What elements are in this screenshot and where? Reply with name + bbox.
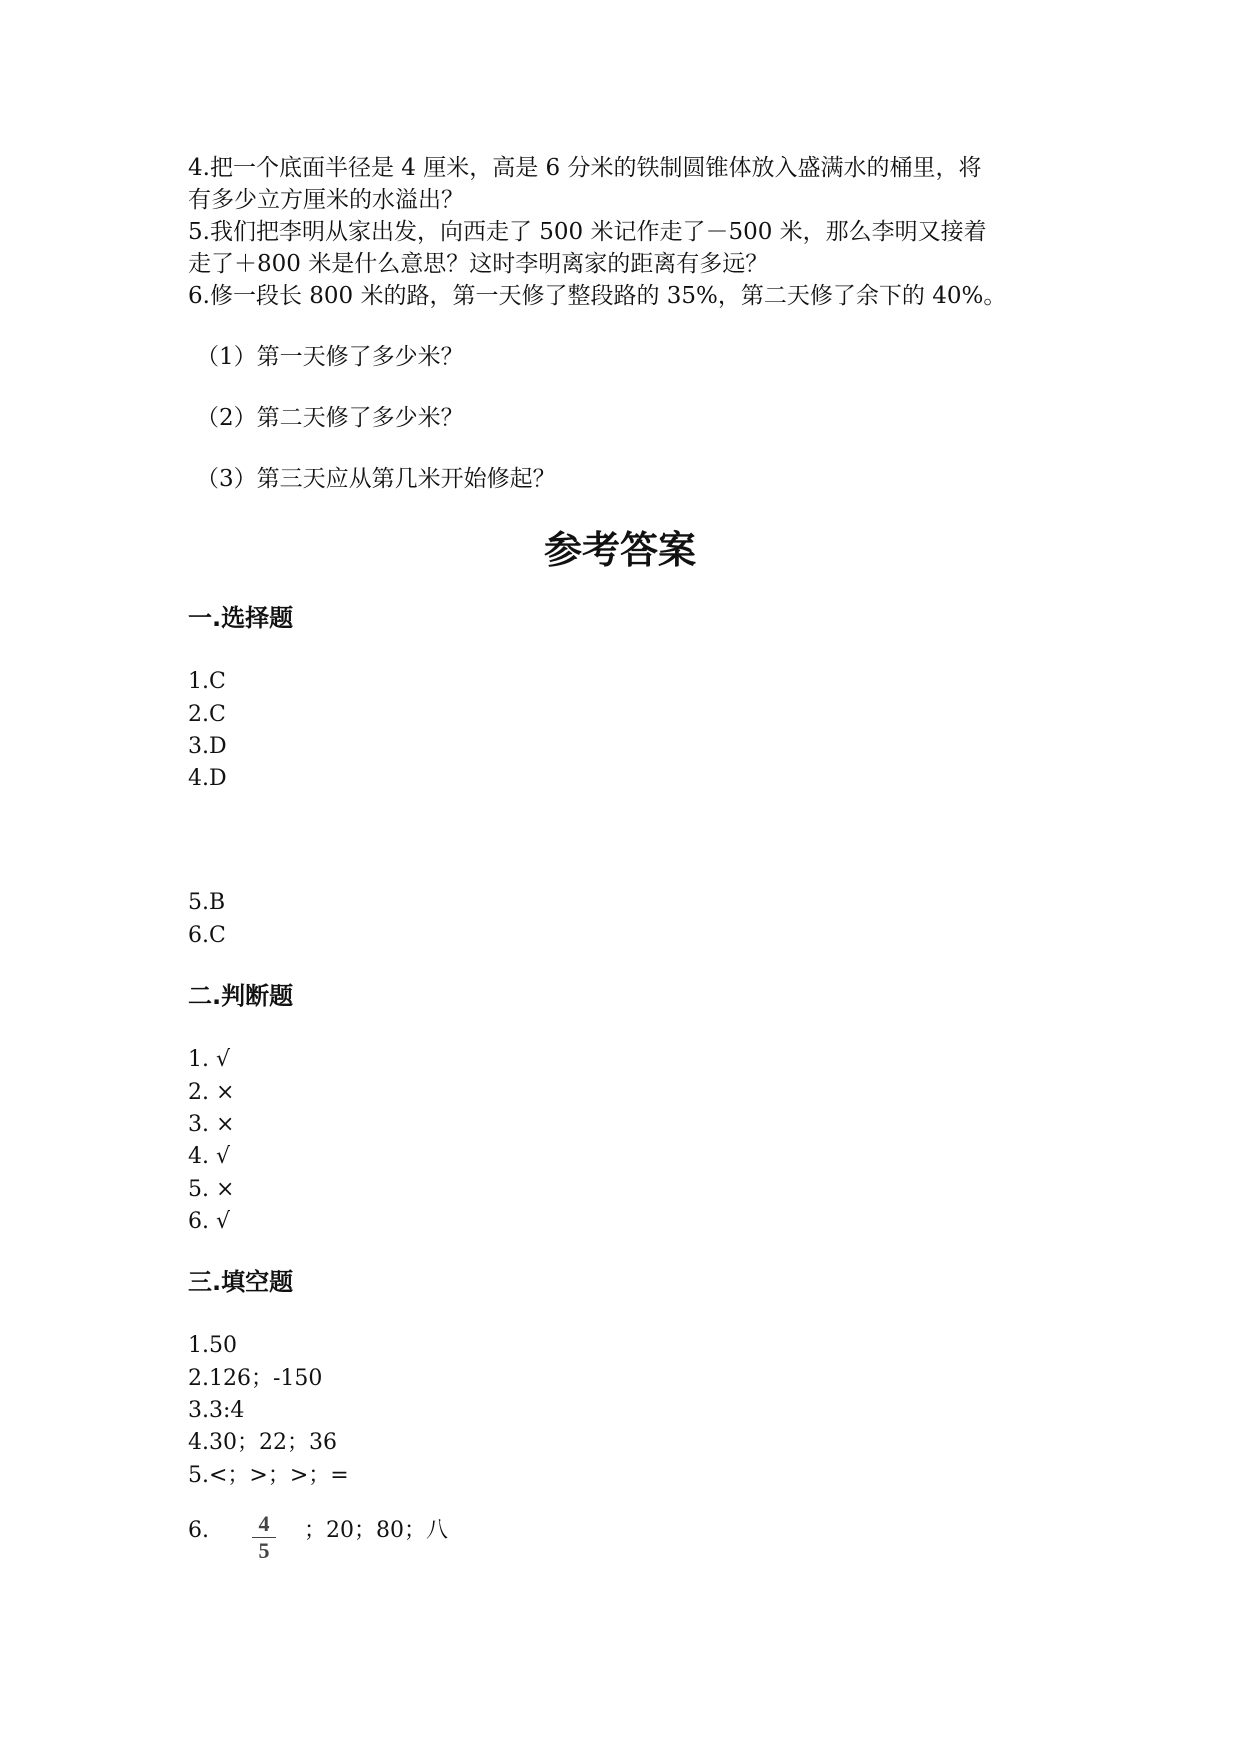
section-1-heading: 一.选择题	[188, 604, 294, 632]
section-2-answer: 1. √	[188, 1047, 231, 1072]
section-3-answer-6-number: 6.	[188, 1518, 209, 1543]
section-3-answer: 1.50	[188, 1333, 237, 1358]
question-5-line-1: 5.我们把李明从家出发，向西走了 500 米记作走了－500 米，那么李明又接着	[188, 219, 987, 245]
fraction-numerator: 4	[258, 1511, 270, 1536]
question-4-line-1: 4.把一个底面半径是 4 厘米，高是 6 分米的铁制圆锥体放入盛满水的桶里，将	[188, 155, 982, 181]
section-3-answer: 4.30；22；36	[188, 1430, 337, 1455]
section-2-answer: 5. ×	[188, 1177, 235, 1202]
section-1-answer: 3.D	[188, 734, 227, 759]
section-3-answer-6-rest: ；20；80；八	[304, 1518, 448, 1543]
section-2-answer: 4. √	[188, 1144, 231, 1169]
question-6-line-1: 6.修一段长 800 米的路，第一天修了整段路的 35%，第二天修了余下的 40%。	[188, 283, 1007, 309]
question-4-line-2: 有多少立方厘米的水溢出？	[188, 187, 464, 213]
question-6-sub-1: （1）第一天修了多少米？	[196, 344, 464, 370]
section-1-answer: 6.C	[188, 923, 226, 948]
answers-title: 参考答案	[543, 528, 696, 572]
section-2-answer: 3. ×	[188, 1112, 235, 1137]
question-6-sub-3: （3）第三天应从第几米开始修起？	[196, 466, 556, 492]
section-2-answer: 2. ×	[188, 1080, 235, 1105]
section-3-answer: 3.3:4	[188, 1398, 245, 1423]
section-2-heading: 二.判断题	[188, 982, 294, 1010]
section-1-answer: 4.D	[188, 766, 227, 791]
fraction-denominator: 5	[258, 1538, 270, 1563]
fraction	[250, 1512, 278, 1563]
section-2-answer: 6. √	[188, 1209, 231, 1234]
section-1-answer: 2.C	[188, 702, 226, 727]
question-6-sub-2: （2）第二天修了多少米？	[196, 405, 464, 431]
section-3-answer: 5.<；>；>；=	[188, 1463, 349, 1488]
section-3-answer: 2.126；-150	[188, 1366, 323, 1391]
section-3-heading: 三.填空题	[188, 1268, 294, 1296]
section-1-answer: 5.B	[188, 890, 226, 915]
section-1-answer: 1.C	[188, 669, 226, 694]
question-5-line-2: 走了＋800 米是什么意思？这时李明离家的距离有多远？	[188, 251, 769, 277]
